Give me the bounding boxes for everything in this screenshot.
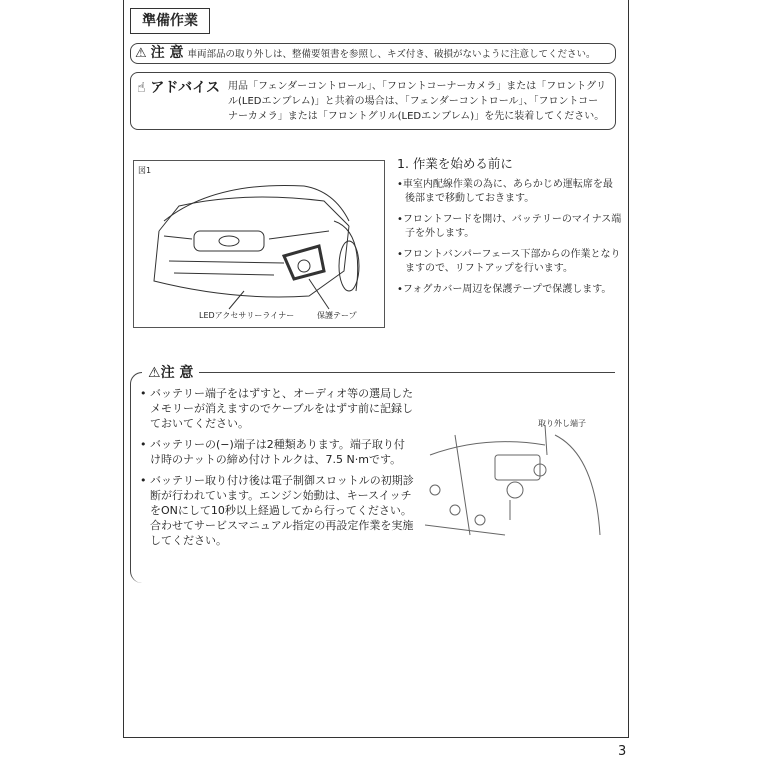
figure-1 [133, 160, 385, 328]
step-item: •フロントフードを開け、バッテリーのマイナス端子を外します。 [397, 213, 622, 239]
caution-box [130, 43, 616, 64]
pointing-hand-icon: ☝ [137, 80, 146, 96]
caution-list [140, 386, 415, 554]
page-number: 3 [618, 744, 627, 759]
caution-item: • バッテリー端子をはずすと、オーディオ等の選局したメモリーが消えますのでケーブルをはずす前に記録しておいてください。 [140, 387, 414, 430]
advice-box [130, 72, 616, 130]
step-item: •フロントバンパーフェース下部からの作業となりますので、リフトアップを行います。 [397, 248, 621, 274]
steps-section [397, 157, 622, 303]
battery-terminal-photo [425, 415, 607, 545]
caution-section-heading: ⚠注 意 [142, 362, 199, 382]
advice-label: アドバイス [150, 80, 220, 96]
caution-item: • バッテリーの(−)端子は2種類あります。端子取り付け時のナットの締め付けトルクは、7.5 N·mです。 [140, 438, 405, 466]
figure-label: 図1 [138, 166, 152, 175]
caution-label: 注 意 [150, 45, 184, 61]
step-item: •車室内配線作業の為に、あらかじめ運転席を最後部まで移動しておきます。 [397, 178, 613, 204]
callout-removed-terminal: 取り外し端子 [538, 419, 586, 428]
caution-text: 車両部品の取り外しは、整備要領書を参照し、キズ付き、破損がないように注意してください。 [187, 49, 596, 60]
steps-heading: 1. 作業を始める前に [397, 156, 513, 171]
caution-item: • バッテリー取り付け後は電子制御スロットルの初期診断が行われています。エンジン始動は、キースイッチをONにして10秒以上経過してから行ってください。合わせてサービスマニュアル指定の再設定作業を実施してください。 [140, 474, 414, 547]
callout-led-liner: LEDアクセサリーライナー [199, 311, 295, 320]
warning-triangle-icon: ⚠ [148, 365, 161, 381]
callout-protective-tape: 保護テープ [317, 311, 357, 320]
section-title: 準備作業 [130, 8, 210, 34]
advice-text: 用品「フェンダーコントロール」、「フロントコーナーカメラ」または「フロントグリル(LEDエンブレム)」と共着の場合は、「フェンダーコントロール」、「フロントコーナーカメラ」または「フロントグリル(LEDエンブレム)」を先に装着してください。 [228, 81, 607, 122]
step-item: •フォグカバー周辺を保護テープで保護します。 [397, 283, 612, 295]
warning-triangle-icon: ⚠ [135, 46, 147, 61]
car-front-illustration [134, 161, 384, 327]
